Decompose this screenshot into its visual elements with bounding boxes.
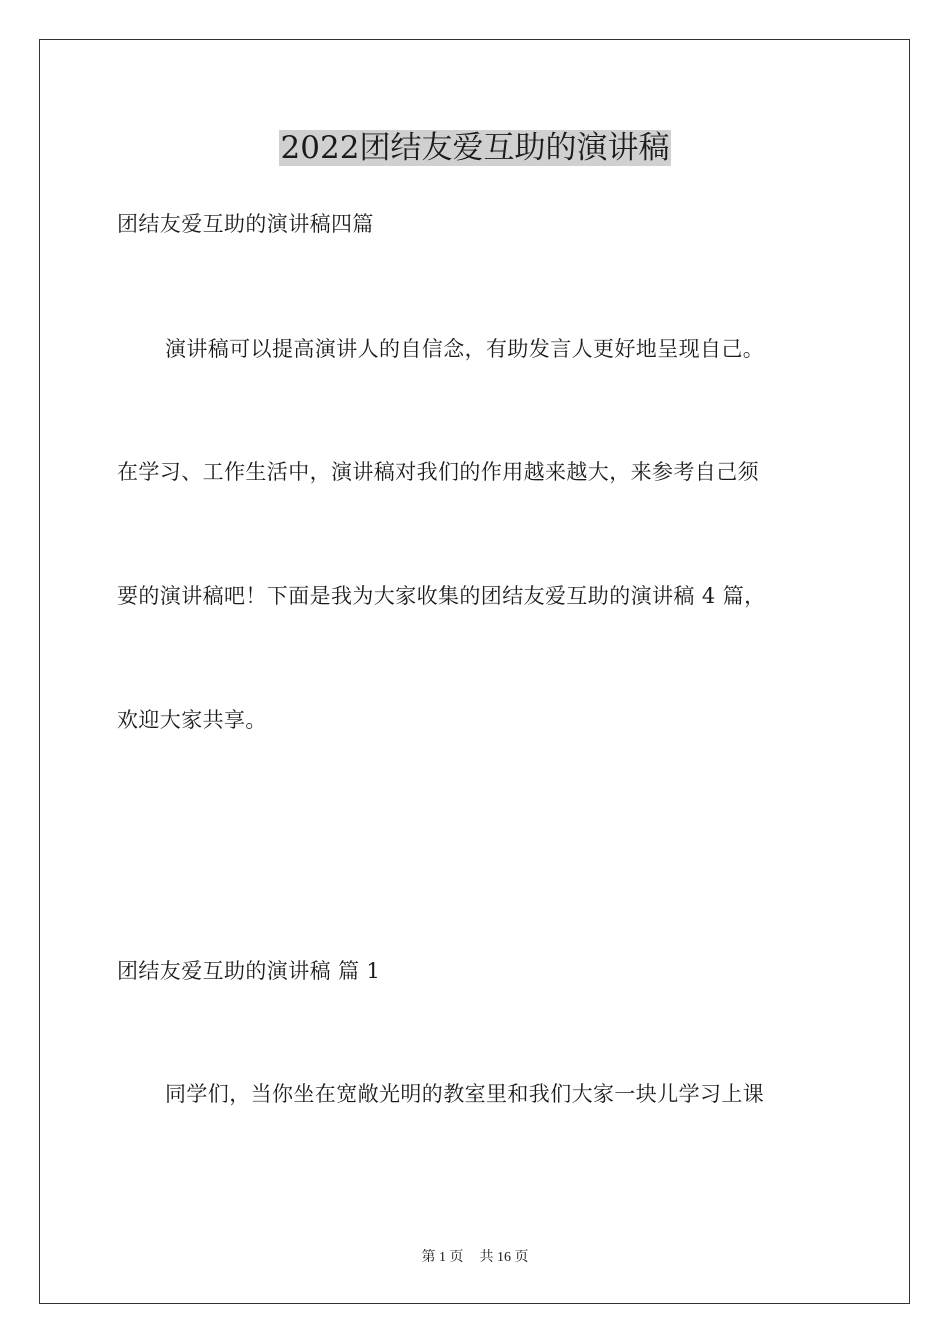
intro-line-4: 欢迎大家共享。 bbox=[117, 708, 267, 732]
page-total: 共 16 页 bbox=[479, 1250, 529, 1265]
document-title bbox=[0, 128, 950, 168]
section-heading: 团结友爱互助的演讲稿 篇 1 bbox=[117, 959, 381, 983]
document-subtitle: 团结友爱互助的演讲稿四篇 bbox=[117, 212, 374, 236]
intro-line-2: 在学习、工作生活中，演讲稿对我们的作用越来越大，来参考自己须 bbox=[117, 460, 759, 484]
page-number: 第 1 页 bbox=[421, 1250, 464, 1265]
intro-line-1: 演讲稿可以提高演讲人的自信念，有助发言人更好地呈现自己。 bbox=[165, 337, 765, 361]
page-footer bbox=[0, 1249, 950, 1267]
document-title-text: 2022团结友爱互助的演讲稿 bbox=[280, 130, 670, 166]
intro-line-3: 要的演讲稿吧！下面是我为大家收集的团结友爱互助的演讲稿 4 篇， bbox=[117, 584, 766, 608]
section-line-1: 同学们，当你坐在宽敞光明的教室里和我们大家一块儿学习上课 bbox=[165, 1082, 765, 1106]
